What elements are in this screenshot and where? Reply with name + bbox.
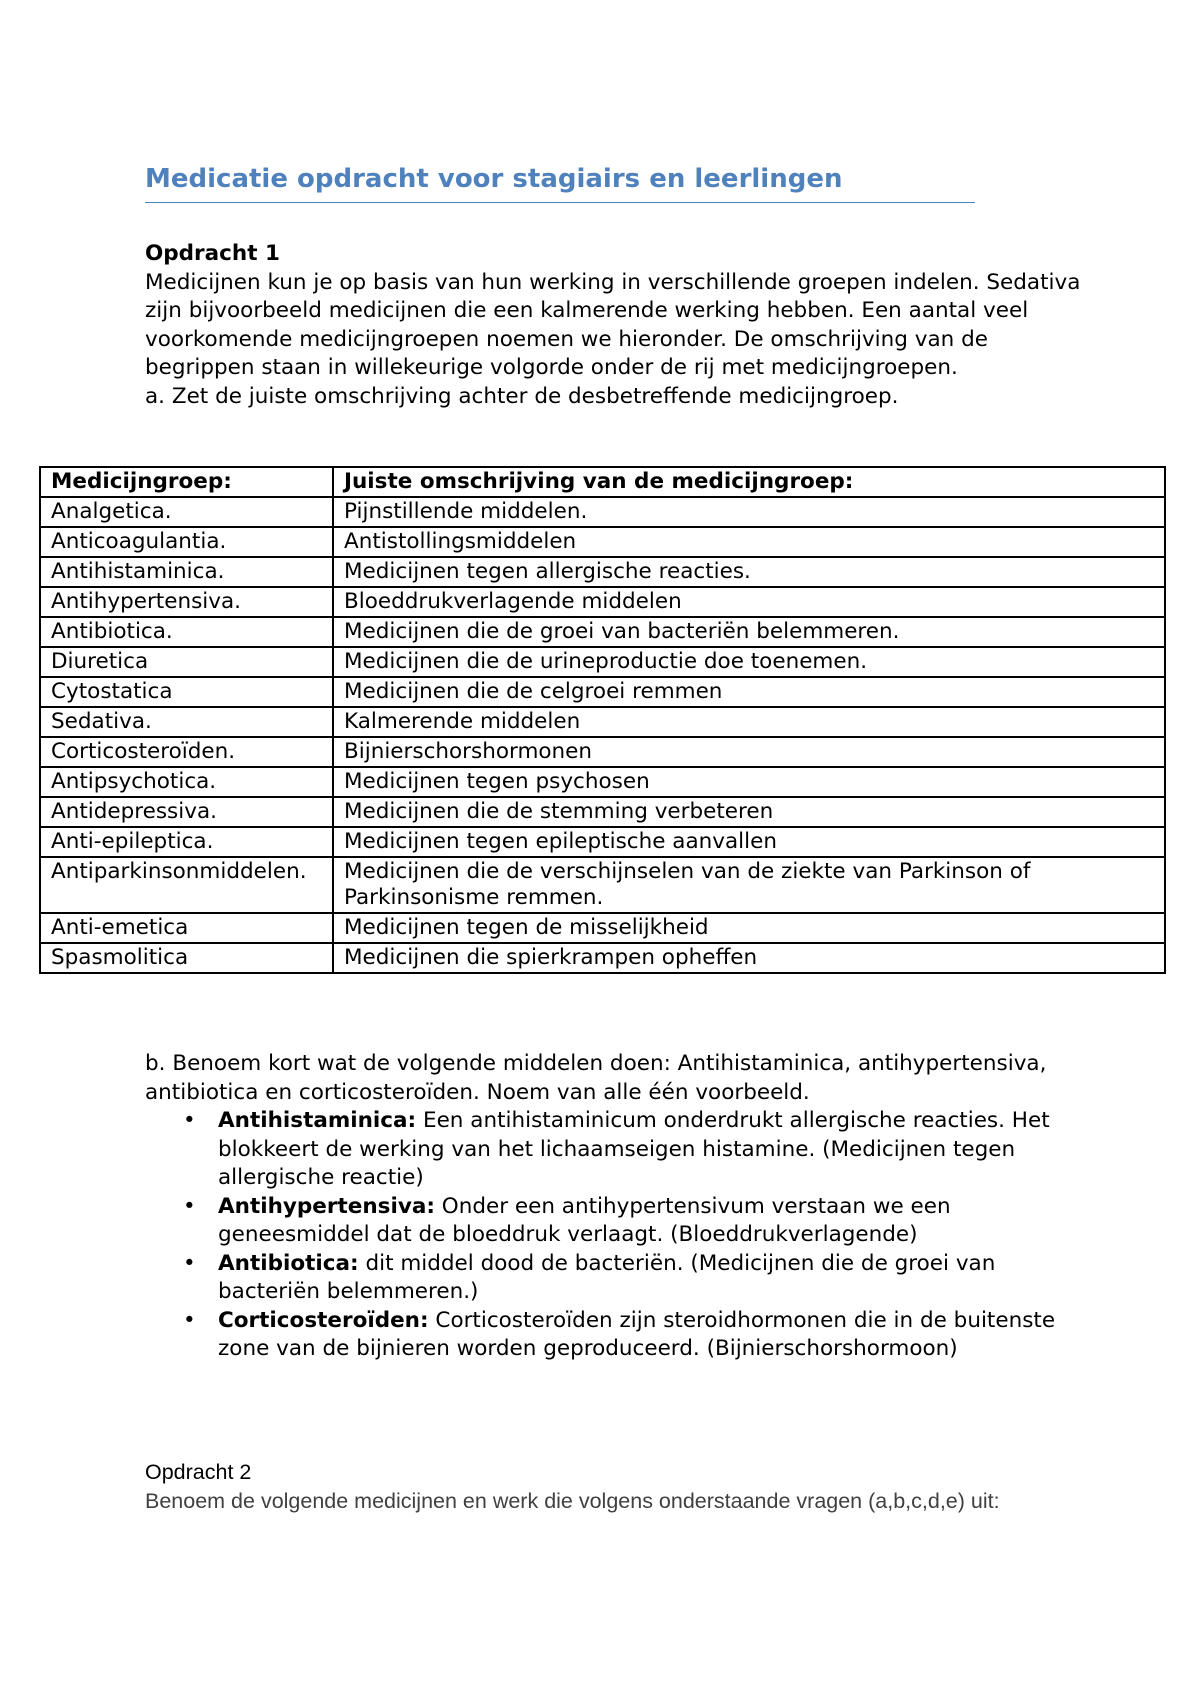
cell-medicijngroep: Diuretica xyxy=(40,647,333,677)
medicijngroep-table xyxy=(39,466,1166,974)
table-row xyxy=(40,647,1165,677)
table-row xyxy=(40,557,1165,587)
table-row xyxy=(40,857,1165,913)
list-item xyxy=(145,1193,1075,1250)
cell-omschrijving: Pijnstillende middelen. xyxy=(333,497,1165,527)
cell-omschrijving: Medicijnen die spierkrampen opheffen xyxy=(333,943,1165,973)
cell-omschrijving: Medicijnen die de verschijnselen van de ziekte van Parkinson of Parkinsonisme remmen. xyxy=(333,857,1165,913)
cell-medicijngroep: Antihistaminica. xyxy=(40,557,333,587)
answer-text: Onder een antihypertensivum verstaan we een geneesmiddel dat de bloeddruk verlaagt. (Bloeddrukverlagende) xyxy=(218,1193,951,1247)
opdracht-2-heading: Opdracht 2 xyxy=(145,1460,252,1484)
cell-medicijngroep: Analgetica. xyxy=(40,497,333,527)
table-header-row xyxy=(40,467,1165,497)
table-row xyxy=(40,827,1165,857)
cell-medicijngroep: Anticoagulantia. xyxy=(40,527,333,557)
table-row xyxy=(40,677,1165,707)
answer-term: Antibiotica: xyxy=(218,1250,359,1276)
cell-omschrijving: Medicijnen tegen allergische reacties. xyxy=(333,557,1165,587)
opdracht-1-section xyxy=(145,240,1085,411)
cell-omschrijving: Medicijnen die de urineproductie doe toenemen. xyxy=(333,647,1165,677)
question-b: b. Benoem kort wat de volgende middelen doen: Antihistaminica, antihypertensiva, antibiotica en corticosteroïden. Noem van alle één voorbeeld. xyxy=(145,1051,1047,1105)
cell-medicijngroep: Antidepressiva. xyxy=(40,797,333,827)
cell-medicijngroep: Spasmolitica xyxy=(40,943,333,973)
question-b-answers xyxy=(145,1107,1075,1364)
answer-term: Antihypertensiva: xyxy=(218,1193,435,1219)
cell-medicijngroep: Sedativa. xyxy=(40,707,333,737)
cell-omschrijving: Antistollingsmiddelen xyxy=(333,527,1165,557)
table-row xyxy=(40,587,1165,617)
bullet-icon: • xyxy=(183,1307,196,1333)
answer-text: Corticosteroïden zijn steroidhormonen die in de buitenste zone van de bijnieren worden geproduceerd. (Bijnierschorshormoon) xyxy=(218,1307,1056,1361)
cell-medicijngroep: Anti-emetica xyxy=(40,913,333,943)
table-row xyxy=(40,737,1165,767)
cell-omschrijving: Medicijnen die de celgroei remmen xyxy=(333,677,1165,707)
answer-term: Antihistaminica: xyxy=(218,1108,417,1133)
list-item xyxy=(145,1307,1075,1364)
cell-medicijngroep: Antipsychotica. xyxy=(40,767,333,797)
question-a: a. Zet de juiste omschrijving achter de desbetreffende medicijngroep. xyxy=(145,383,899,409)
opdracht-1-heading: Opdracht 1 xyxy=(145,241,280,266)
cell-medicijngroep: Antibiotica. xyxy=(40,617,333,647)
table-row xyxy=(40,617,1165,647)
table-row xyxy=(40,767,1165,797)
table-row xyxy=(40,797,1165,827)
header-medicijngroep: Medicijngroep: xyxy=(40,467,333,497)
cell-omschrijving: Medicijnen tegen de misselijkheid xyxy=(333,913,1165,943)
cell-omschrijving: Bijnierschorshormonen xyxy=(333,737,1165,767)
cell-omschrijving: Medicijnen die de groei van bacteriën belemmeren. xyxy=(333,617,1165,647)
answer-term: Corticosteroïden: xyxy=(218,1307,429,1333)
cell-omschrijving: Bloeddrukverlagende middelen xyxy=(333,587,1165,617)
table-row xyxy=(40,527,1165,557)
answer-text: Een antihistaminicum onderdrukt allergische reacties. Het blokkeert de werking van het lichaamseigen histamine. (Medicijnen tegen allergische reactie) xyxy=(218,1108,1050,1190)
cell-omschrijving: Medicijnen die de stemming verbeteren xyxy=(333,797,1165,827)
cell-omschrijving: Medicijnen tegen psychosen xyxy=(333,767,1165,797)
bullet-icon: • xyxy=(183,1250,196,1276)
answer-text: dit middel dood de bacteriën. (Medicijnen die de groei van bacteriën belemmeren.) xyxy=(218,1250,996,1304)
cell-omschrijving: Medicijnen tegen epileptische aanvallen xyxy=(333,827,1165,857)
table-row xyxy=(40,497,1165,527)
header-omschrijving: Juiste omschrijving van de medicijngroep: xyxy=(333,467,1165,497)
cell-medicijngroep: Antihypertensiva. xyxy=(40,587,333,617)
cell-medicijngroep: Corticosteroïden. xyxy=(40,737,333,767)
opdracht-1-intro: Medicijnen kun je op basis van hun werking in verschillende groepen indelen. Sedativa zijn bijvoorbeeld medicijnen die een kalmerende werking hebben. Een aantal veel voorkomende medicijngroepen noemen we hieronder. De omschrijving van de begrippen staan in willekeurige volgorde onder de rij met medicijngroepen. xyxy=(145,269,1081,380)
table-row xyxy=(40,913,1165,943)
page-title: Medicatie opdracht voor stagiairs en leerlingen xyxy=(145,162,975,203)
opdracht-2-section xyxy=(145,1458,1075,1516)
question-b-section xyxy=(145,1050,1075,1364)
list-item xyxy=(145,1250,1075,1307)
opdracht-2-text: Benoem de volgende medicijnen en werk die volgens onderstaande vragen (a,b,c,d,e) uit: xyxy=(145,1489,1000,1513)
list-item xyxy=(145,1107,1075,1193)
bullet-icon: • xyxy=(183,1108,196,1133)
cell-medicijngroep: Antiparkinsonmiddelen. xyxy=(40,857,333,913)
cell-omschrijving: Kalmerende middelen xyxy=(333,707,1165,737)
table-row xyxy=(40,707,1165,737)
cell-medicijngroep: Cytostatica xyxy=(40,677,333,707)
cell-medicijngroep: Anti-epileptica. xyxy=(40,827,333,857)
table-row xyxy=(40,943,1165,973)
bullet-icon: • xyxy=(183,1193,196,1219)
